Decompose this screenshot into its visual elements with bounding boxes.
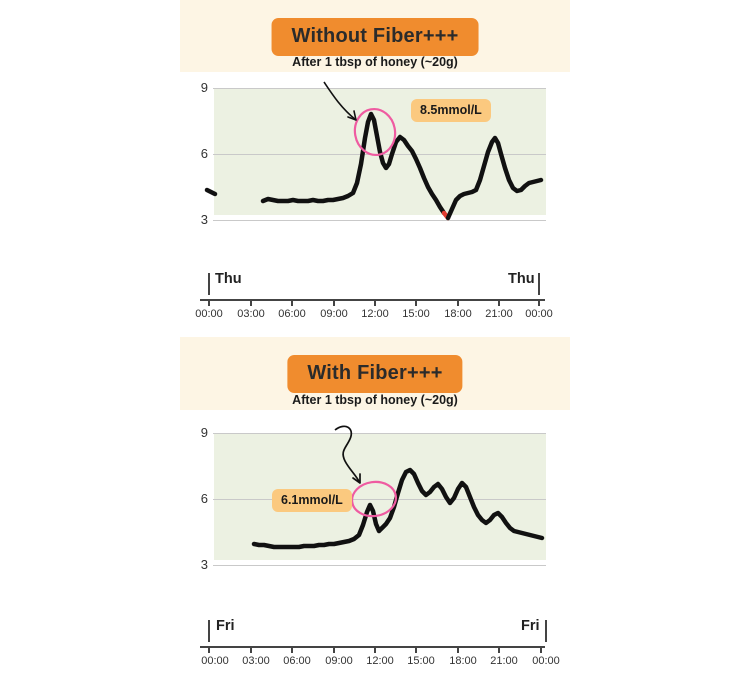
x-tick-label: 09:00	[325, 655, 353, 667]
x-tick	[333, 646, 335, 653]
x-tick	[540, 646, 542, 653]
subtitle-without-fiber: After 1 tbsp of honey (~20g)	[292, 55, 458, 69]
chart-without-fiber	[0, 80, 750, 240]
x-tick-label: 03:00	[237, 308, 265, 320]
day-divider-right	[545, 620, 547, 642]
x-tick-label: 12:00	[361, 308, 389, 320]
x-tick-label: 15:00	[407, 655, 435, 667]
subtitle-with-fiber: After 1 tbsp of honey (~20g)	[292, 393, 458, 407]
x-tick-label: 00:00	[532, 655, 560, 667]
x-tick	[498, 299, 500, 306]
time-axis-bottom	[0, 615, 750, 675]
x-tick-label: 15:00	[402, 308, 430, 320]
x-tick-label: 00:00	[201, 655, 229, 667]
x-tick	[291, 299, 293, 306]
day-label-right: Fri	[521, 618, 540, 634]
x-tick-label: 21:00	[490, 655, 518, 667]
x-tick-label: 06:00	[278, 308, 306, 320]
day-label-left: Thu	[215, 271, 242, 287]
callout-with-fiber: 6.1mmol/L	[272, 489, 352, 512]
x-tick-label: 18:00	[449, 655, 477, 667]
x-tick-label: 21:00	[485, 308, 513, 320]
y-tick-6: 6	[200, 146, 208, 161]
x-tick	[250, 646, 252, 653]
x-tick-label: 06:00	[283, 655, 311, 667]
x-tick-label: 00:00	[195, 308, 223, 320]
x-tick	[374, 646, 376, 653]
x-tick	[250, 299, 252, 306]
x-tick-label: 00:00	[525, 308, 553, 320]
day-divider-right	[538, 273, 540, 295]
y-tick-9: 9	[200, 425, 208, 440]
y-tick-3: 3	[200, 557, 208, 572]
x-tick	[415, 646, 417, 653]
title-with-fiber: With Fiber+++	[287, 355, 462, 393]
day-divider-left	[208, 620, 210, 642]
panel-with-fiber	[0, 337, 750, 678]
x-tick-label: 03:00	[242, 655, 270, 667]
x-tick	[498, 646, 500, 653]
day-label-left: Fri	[216, 618, 235, 634]
day-label-right: Thu	[508, 271, 535, 287]
day-divider-left	[208, 273, 210, 295]
panel-without-fiber	[0, 0, 750, 330]
x-tick	[208, 299, 210, 306]
x-tick-label: 12:00	[366, 655, 394, 667]
x-tick	[333, 299, 335, 306]
y-tick-9: 9	[200, 80, 208, 95]
y-tick-3: 3	[200, 212, 208, 227]
chart-with-fiber	[0, 425, 750, 585]
x-tick	[415, 299, 417, 306]
x-tick	[291, 646, 293, 653]
x-tick	[374, 299, 376, 306]
x-tick	[457, 646, 459, 653]
glucose-trace-bottom	[0, 425, 750, 585]
callout-without-fiber: 8.5mmol/L	[411, 99, 491, 122]
time-axis-top	[0, 268, 750, 328]
x-tick	[457, 299, 459, 306]
x-tick-label: 18:00	[444, 308, 472, 320]
x-tick	[538, 299, 540, 306]
x-tick	[208, 646, 210, 653]
x-tick-label: 09:00	[320, 308, 348, 320]
glucose-trace-top	[0, 80, 750, 240]
title-without-fiber: Without Fiber+++	[272, 18, 479, 56]
y-tick-6: 6	[200, 491, 208, 506]
